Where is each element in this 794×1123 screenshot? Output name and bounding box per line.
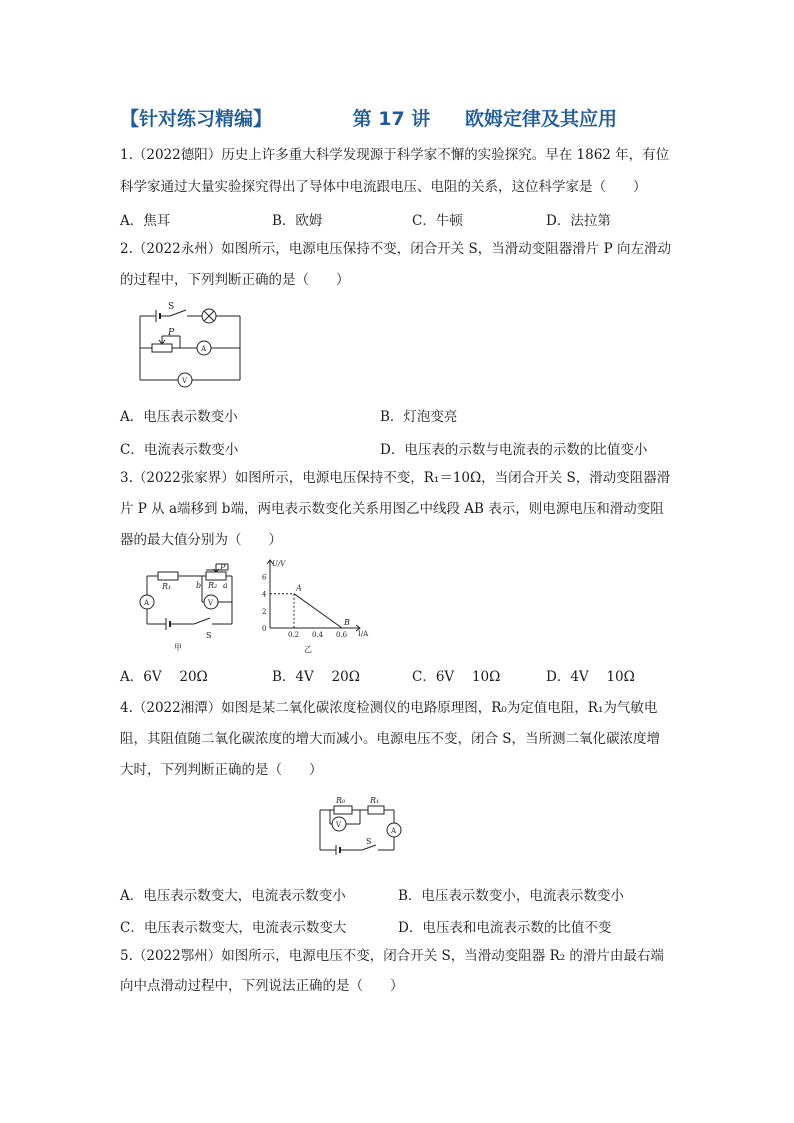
title-tag: 【针对练习精编】 xyxy=(120,108,273,130)
p-label: P xyxy=(220,563,226,572)
question-3-line-2: 片 P 从 a端移到 b端，两电表示数变化关系用图乙中线段 AB 表示，则电源电压和滑动变阻 xyxy=(120,501,664,517)
r2-label: R₂ xyxy=(208,581,218,590)
slider-label: P xyxy=(168,328,175,338)
q3-ui-graph xyxy=(258,556,378,656)
q3-option-c[interactable]: C．6V 10Ω xyxy=(412,669,501,685)
q4-ammeter-label: A xyxy=(391,827,397,835)
question-4-line-1: 4.（2022湘潭）如图是某二氧化碳浓度检测仪的电路原理图，R₀为定值电阻，R₁为气敏电 xyxy=(120,700,658,716)
r1-gas-sensor xyxy=(368,806,384,814)
q1-option-b[interactable]: B．欧姆 xyxy=(272,213,323,229)
question-4-line-3: 大时，下列判断正确的是（ ） xyxy=(120,762,323,778)
figure-caption-jia: 甲 xyxy=(174,643,182,652)
series-line-AB xyxy=(294,594,342,628)
q4-option-b[interactable]: B．电压表示数变小，电流表示数变小 xyxy=(398,888,624,904)
q3-switch-label: S xyxy=(206,631,212,640)
q3-option-a[interactable]: A．6V 20Ω xyxy=(120,669,208,685)
q4-option-c[interactable]: C．电压表示数变大，电流表示数变大 xyxy=(120,920,347,936)
q4-switch-label: S xyxy=(366,837,372,846)
rheostat-body xyxy=(152,344,172,352)
q4-r1-label: R₁ xyxy=(370,796,380,805)
question-2-line-1: 2.（2022永州）如图所示，电源电压保持不变，闭合开关 S，当滑动变阻器滑片 P 向左滑动 xyxy=(120,241,671,257)
y-tick-label: 4 xyxy=(262,590,267,599)
q4-option-a[interactable]: A．电压表示数变大，电流表示数变小 xyxy=(120,888,346,904)
question-1-line-2: 科学家通过大量实验探究得出了导体中电流跟电压、电阻的关系，这位科学家是（ ） xyxy=(120,179,647,195)
q3-circuit-figure xyxy=(132,560,244,654)
y-axis-label: U/V xyxy=(272,560,286,568)
question-5-line-1: 5.（2022鄂州）如图所示，电源电压不变，闭合开关 S，当滑动变阻器 R₂ 的滑片由最右端 xyxy=(120,948,664,964)
q1-option-c[interactable]: C．牛顿 xyxy=(412,213,463,229)
x-tick-label: 0.6 xyxy=(336,631,348,639)
figure-caption-yi: 乙 xyxy=(304,645,312,654)
question-3-line-1: 3.（2022张家界）如图所示，电源电压保持不变，R₁＝10Ω，当闭合开关 S，滑动变阻器滑 xyxy=(120,470,671,486)
q4-option-d[interactable]: D．电压表和电流表示数的比值不变 xyxy=(398,920,612,936)
q3-voltmeter-label: V xyxy=(208,599,214,607)
q2-option-a[interactable]: A．电压表示数变小 xyxy=(120,409,238,425)
question-3-line-3: 器的最大值分别为（ ） xyxy=(120,532,282,548)
ammeter-label: A xyxy=(201,345,207,353)
q2-option-d[interactable]: D．电压表的示数与电流表的示数的比值变小 xyxy=(380,442,648,458)
q1-option-a[interactable]: A．焦耳 xyxy=(120,213,171,229)
r2-rheostat xyxy=(206,572,226,580)
r1-resistor xyxy=(158,572,178,580)
page-title xyxy=(120,104,617,131)
question-5-line-2: 向中点滑动过程中，下列说法正确的是（ ） xyxy=(120,978,404,994)
q3-switch-blade xyxy=(194,618,210,624)
question-1-line-1: 1.（2022德阳）历史上许多重大科学发现源于科学家不懈的实验探究。早在 1862 年，有位 xyxy=(120,147,670,163)
a-label: a xyxy=(223,581,228,590)
r0-resistor xyxy=(334,806,352,814)
q4-voltmeter-label: V xyxy=(336,821,342,829)
question-4-line-2: 阻，其阻值随二氧化碳浓度的增大而减小。电源电压不变，闭合 S，当所测二氧化碳浓度增 xyxy=(120,731,661,747)
x-tick-label: 0.4 xyxy=(312,631,324,639)
b-label: b xyxy=(196,581,202,590)
x-tick-label: 0.2 xyxy=(288,631,300,639)
y-tick-label: 6 xyxy=(262,573,267,582)
x-axis-label: I/A xyxy=(358,630,369,638)
q3-option-b[interactable]: B．4V 20Ω xyxy=(272,669,360,685)
point-label-A: A xyxy=(296,583,302,593)
title-lecture: 第 17 讲 xyxy=(352,108,431,130)
question-2-line-2: 的过程中，下列判断正确的是（ ） xyxy=(120,272,350,288)
voltmeter-label: V xyxy=(182,377,188,385)
r1-label: R₁ xyxy=(162,582,172,591)
title-topic: 欧姆定律及其应用 xyxy=(464,108,617,130)
q3-ammeter-label: A xyxy=(144,599,150,607)
q2-option-b[interactable]: B．灯泡变亮 xyxy=(380,409,458,425)
switch-label: S xyxy=(168,302,175,312)
q2-option-c[interactable]: C．电流表示数变小 xyxy=(120,442,239,458)
r0-label: R₀ xyxy=(336,796,346,805)
point-label-B: B xyxy=(344,618,350,627)
q2-circuit-figure xyxy=(130,300,250,388)
q4-circuit-figure xyxy=(312,792,408,862)
q3-option-d[interactable]: D．4V 10Ω xyxy=(546,669,635,685)
q1-option-d[interactable]: D．法拉第 xyxy=(546,213,611,229)
y-tick-label: 2 xyxy=(262,607,267,616)
y-tick-label: 0 xyxy=(262,625,267,633)
